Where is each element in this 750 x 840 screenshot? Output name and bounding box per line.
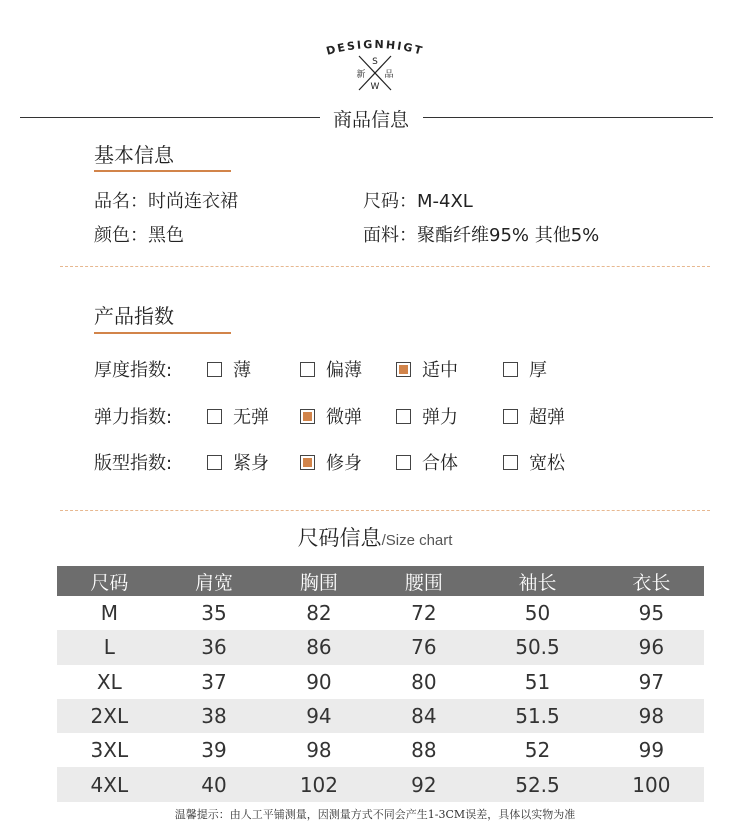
header-cell: 腰围 — [372, 566, 477, 596]
table-cell: 4XL — [57, 767, 162, 801]
option-label: 紧身 — [233, 453, 269, 474]
table-cell: 98 — [306, 738, 332, 763]
option-label: 薄 — [233, 360, 251, 381]
table-cell: 50.5 — [476, 630, 599, 664]
checkbox[interactable] — [300, 362, 315, 377]
size-table-header — [57, 566, 704, 596]
header-rule-left — [20, 117, 320, 118]
table-cell: 82 — [306, 601, 332, 626]
option-label: 厚 — [529, 360, 547, 381]
table-row — [57, 733, 704, 767]
product-info-header — [20, 105, 713, 129]
basic-info-title: 基本信息 — [94, 143, 174, 167]
table-cell: 100 — [599, 767, 704, 801]
table-cell: 51.5 — [476, 699, 599, 733]
table-cell: 3XL — [90, 738, 129, 763]
product-fabric: 面料：聚酯纤维95% 其他5% — [363, 225, 600, 246]
checkbox[interactable] — [503, 409, 518, 424]
table-cell: 52 — [524, 738, 551, 763]
table-cell: 80 — [411, 669, 437, 694]
measurement-note: 温馨提示：由人工平铺测量，因测量方式不同会产生1-3CM误差，具体以实物为准 — [174, 808, 576, 821]
size-chart-title — [0, 522, 750, 552]
checkbox-checked[interactable] — [396, 362, 411, 377]
option-label: 超弹 — [529, 407, 565, 428]
brand-char-right: 品 — [384, 70, 394, 80]
checkbox[interactable] — [207, 455, 222, 470]
checkbox[interactable] — [207, 409, 222, 424]
section-divider — [60, 510, 710, 511]
product-index-title: 产品指数 — [94, 304, 174, 328]
brand-name: DESIGNHIGT — [324, 37, 426, 58]
section-divider — [60, 266, 710, 267]
table-cell: 35 — [201, 601, 227, 626]
size-table — [57, 566, 704, 802]
table-cell: 94 — [266, 699, 371, 733]
checkbox[interactable] — [396, 455, 411, 470]
header-cell: 胸围 — [266, 566, 371, 596]
table-cell: 40 — [162, 767, 267, 801]
brand-char-left: 新 — [356, 70, 366, 80]
table-cell: M — [100, 601, 118, 626]
option-label: 修身 — [326, 453, 362, 474]
table-cell: 39 — [201, 738, 227, 763]
brand-logo-mark — [310, 36, 440, 96]
checkbox[interactable] — [503, 455, 518, 470]
index-label: 弹力指数: — [94, 407, 173, 428]
table-cell: 52.5 — [476, 767, 599, 801]
table-cell: 50 — [524, 601, 551, 626]
product-info-title: 商品信息 — [332, 109, 409, 131]
table-cell: L — [57, 630, 162, 664]
table-cell: 76 — [372, 630, 477, 664]
product-color: 颜色：黑色 — [94, 225, 184, 246]
product-index-underline — [94, 332, 231, 334]
checkbox[interactable] — [396, 409, 411, 424]
size-chart-title-cn: 尺码信息 — [297, 526, 382, 550]
table-row — [57, 630, 704, 664]
table-cell: 38 — [162, 699, 267, 733]
option-label: 适中 — [422, 360, 458, 381]
table-cell: 37 — [201, 669, 227, 694]
header-rule-right — [423, 117, 713, 118]
option-label: 无弹 — [233, 407, 269, 428]
index-label: 版型指数: — [94, 453, 173, 474]
table-cell: 88 — [411, 738, 437, 763]
svg-text:DESIGNHIGT — [325, 38, 425, 58]
table-row — [57, 596, 704, 630]
brand-letter-top: S — [372, 57, 378, 67]
table-cell: 97 — [638, 669, 665, 694]
table-cell: 102 — [266, 767, 371, 801]
header-cell: 衣长 — [599, 566, 704, 596]
option-label: 合体 — [422, 453, 458, 474]
table-cell: 36 — [162, 630, 267, 664]
table-cell: 98 — [599, 699, 704, 733]
table-row — [57, 767, 704, 801]
table-cell: 95 — [638, 601, 665, 626]
product-name: 品名：时尚连衣裙 — [94, 191, 238, 212]
table-cell: 51 — [524, 669, 551, 694]
header-cell: 肩宽 — [162, 566, 267, 596]
basic-info-underline — [94, 170, 231, 172]
header-cell: 尺码 — [57, 566, 162, 596]
table-cell: 72 — [411, 601, 437, 626]
checkbox-checked[interactable] — [300, 409, 315, 424]
table-cell: 86 — [266, 630, 371, 664]
table-cell: 92 — [372, 767, 477, 801]
product-size-range: 尺码：M-4XL — [363, 191, 473, 212]
option-label: 偏薄 — [326, 360, 362, 381]
brand-logo — [0, 36, 750, 96]
checkbox[interactable] — [503, 362, 518, 377]
option-label: 微弹 — [326, 407, 362, 428]
table-cell: 90 — [306, 669, 332, 694]
table-row — [57, 665, 704, 699]
table-cell: XL — [96, 669, 122, 694]
table-row — [57, 699, 704, 733]
option-label: 弹力 — [422, 407, 458, 428]
header-cell: 袖长 — [476, 566, 599, 596]
checkbox[interactable] — [207, 362, 222, 377]
brand-letter-bottom: W — [370, 82, 380, 92]
option-label: 宽松 — [529, 453, 565, 474]
checkbox-checked[interactable] — [300, 455, 315, 470]
index-label: 厚度指数: — [94, 360, 173, 381]
size-chart-title-en: /Size chart — [381, 532, 453, 549]
table-cell: 99 — [638, 738, 665, 763]
table-cell: 96 — [599, 630, 704, 664]
table-cell: 84 — [372, 699, 477, 733]
table-cell: 2XL — [57, 699, 162, 733]
